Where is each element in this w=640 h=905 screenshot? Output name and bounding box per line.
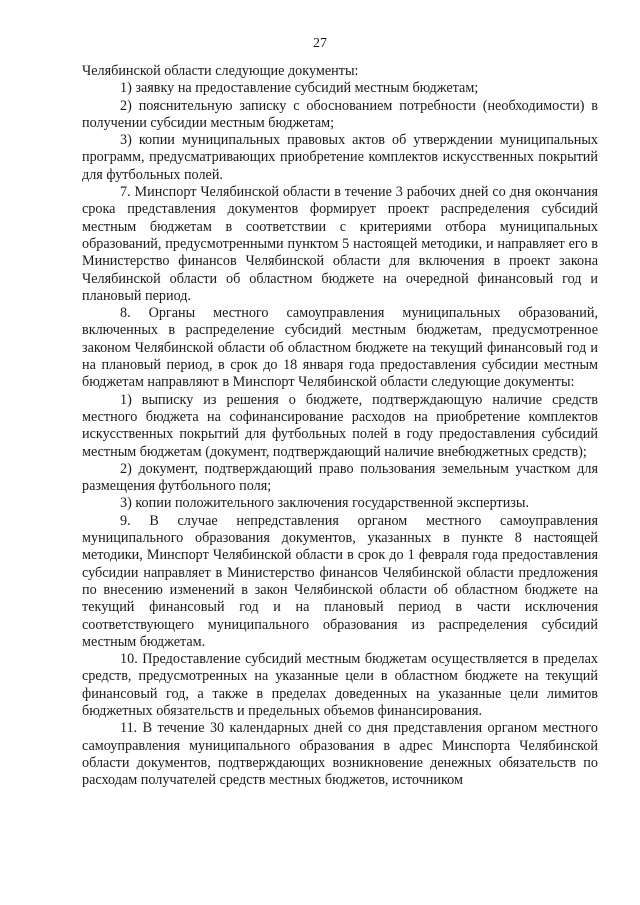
paragraph-clause-8-item-3: 3) копии положительного заключения государственной экспертизы. bbox=[120, 495, 529, 512]
paragraph-clause-8-item-1: 1) выписку из решения о бюджете, подтверждающую наличие средств местного бюджета на софинансирование расходов на приобретение комплектов искусственных покрытий для футбольных полей в году предоставления субсидий местным бюджетам (документ, подтверждающий наличие внебюджетных средств); bbox=[82, 391, 598, 460]
paragraph-continuation: Челябинской области следующие документы: bbox=[82, 63, 359, 79]
paragraph-list-item-1: 1) заявку на предоставление субсидий местным бюджетам; bbox=[120, 80, 479, 97]
paragraph-list-item-2: 2) пояснительную записку с обоснованием потребности (необходимости) в получении субсидии местным бюджетам; bbox=[82, 97, 598, 131]
paragraph-clause-8-item-2: 2) документ, подтверждающий право пользования земельным участком для размещения футбольного поля; bbox=[82, 460, 598, 495]
paragraph-clause-10: 10. Предоставление субсидий местным бюджетам осуществляется в пределах средств, предусмотренных на указанные цели в областном бюджете на текущий финансовый год, а также в пределах доведенных на указанные цели лимитов бюджетных обязательств и предельных объемов финансирования. bbox=[82, 651, 598, 719]
page-number: 27 bbox=[313, 36, 327, 51]
paragraph-clause-8: 8. Органы местного самоуправления муниципальных образований, включенных в распределение субсидий местным бюджетам, предусмотренное законом Челябинской области об областном бюджете на текущий финансовый год и на плановый период, в срок до 18 января года предоставления субсидии местным бюджетам направляют в Минспорт Челябинской области следующие документы: bbox=[82, 305, 598, 391]
paragraph-list-item-3: 3) копии муниципальных правовых актов об утверждении муниципальных программ, предусматривающих приобретение комплектов искусственных покрытий для футбольных полей. bbox=[82, 132, 598, 183]
paragraph-clause-9: 9. В случае непредставления органом местного самоуправления муниципального образования документов, указанных в пункте 8 настоящей методики, Минспорт Челябинской области в срок до 1 февраля года предоставления субсидии направляет в Министерство финансов Челябинской области предложения по внесению изменений в закон Челябинской области об областном бюджете на текущий финансовый год и на плановый период в части исключения соответствующего муниципального образования из распределения субсидий местным бюджетам. bbox=[82, 512, 598, 650]
paragraph-clause-11: 11. В течение 30 календарных дней со дня представления органом местного самоуправления муниципального образования в адрес Минспорта Челябинской области документов, подтверждающих возникновение денежных обязательств по расходам получателей средств местных бюджетов, источником bbox=[82, 720, 598, 789]
paragraph-clause-7: 7. Минспорт Челябинской области в течение 3 рабочих дней со дня окончания срока представления документов формирует проект распределения субсидий местным бюджетам в соответствии с критериями отбора муниципальных образований, предусмотренными пунктом 5 настоящей методики, и направляет его в Министерство финансов Челябинской области для включения в проект закона Челябинской области об областном бюджете на очередной финансовый год и плановый период. bbox=[82, 184, 598, 304]
document-body bbox=[82, 63, 598, 789]
